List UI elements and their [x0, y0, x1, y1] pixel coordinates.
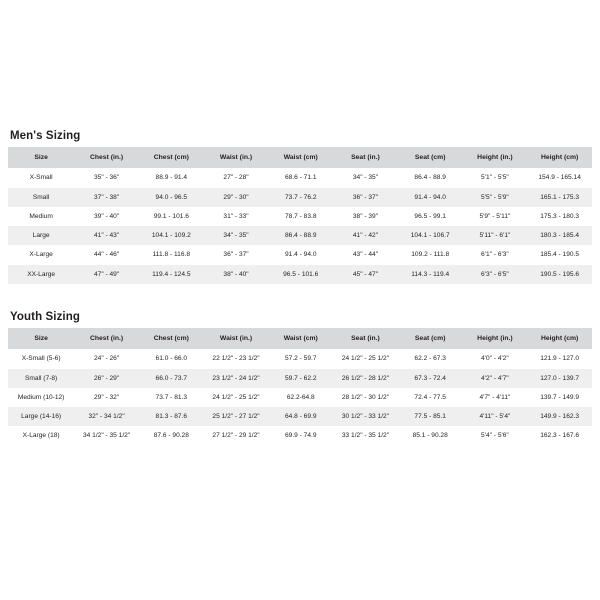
cell-chest-in: 26" - 29" [74, 369, 139, 388]
cell-waist-cm: 69.9 - 74.9 [268, 426, 333, 445]
column-header-waist-cm: Waist (cm) [268, 328, 333, 349]
cell-height-in: 4'11" - 5'4" [463, 407, 528, 426]
cell-waist-cm: 91.4 - 94.0 [268, 245, 333, 264]
cell-waist-in: 29" - 30" [204, 188, 269, 207]
cell-seat-in: 30 1/2" - 33 1/2" [333, 407, 398, 426]
cell-waist-in: 25 1/2" - 27 1/2" [204, 407, 269, 426]
cell-size: X-Large [8, 245, 74, 264]
mens-sizing-table [8, 147, 592, 284]
cell-waist-in: 27" - 28" [204, 168, 269, 187]
table-row [8, 245, 592, 264]
table-row [8, 349, 592, 368]
column-header-seat-cm: Seat (cm) [398, 328, 463, 349]
table-row [8, 407, 592, 426]
cell-size: XX-Large [8, 265, 74, 284]
table-row [8, 168, 592, 187]
youth-sizing-title: Youth Sizing [10, 311, 80, 323]
cell-chest-cm: 94.0 - 96.5 [139, 188, 204, 207]
column-header-height-cm: Height (cm) [527, 147, 592, 168]
cell-chest-in: 47" - 49" [74, 265, 139, 284]
cell-height-in: 5'4" - 5'6" [463, 426, 528, 445]
cell-chest-in: 24" - 26" [74, 349, 139, 368]
column-header-waist-cm: Waist (cm) [268, 147, 333, 168]
cell-chest-cm: 104.1 - 109.2 [139, 226, 204, 245]
cell-seat-in: 33 1/2" - 35 1/2" [333, 426, 398, 445]
table-row [8, 188, 592, 207]
youth-sizing-section [8, 311, 592, 446]
cell-seat-cm: 104.1 - 106.7 [398, 226, 463, 245]
cell-waist-cm: 64.8 - 69.9 [268, 407, 333, 426]
cell-waist-in: 34" - 35" [204, 226, 269, 245]
cell-seat-in: 36" - 37" [333, 188, 398, 207]
cell-waist-cm: 86.4 - 88.9 [268, 226, 333, 245]
column-header-size: Size [8, 328, 74, 349]
cell-waist-in: 24 1/2" - 25 1/2" [204, 388, 269, 407]
cell-chest-cm: 87.6 - 90.28 [139, 426, 204, 445]
table-row [8, 426, 592, 445]
cell-height-cm: 162.3 - 167.6 [527, 426, 592, 445]
table-row [8, 388, 592, 407]
cell-chest-cm: 111.8 - 116.8 [139, 245, 204, 264]
column-header-chest-cm: Chest (cm) [139, 147, 204, 168]
cell-height-cm: 139.7 - 149.9 [527, 388, 592, 407]
cell-chest-in: 41" - 43" [74, 226, 139, 245]
cell-chest-in: 34 1/2" - 35 1/2" [74, 426, 139, 445]
cell-waist-cm: 57.2 - 59.7 [268, 349, 333, 368]
cell-height-cm: 121.9 - 127.0 [527, 349, 592, 368]
cell-size: Small [8, 188, 74, 207]
cell-seat-cm: 72.4 - 77.5 [398, 388, 463, 407]
cell-height-in: 4'0" - 4'2" [463, 349, 528, 368]
mens-table-head [8, 147, 592, 168]
cell-height-in: 5'1" - 5'5" [463, 168, 528, 187]
cell-seat-cm: 96.5 - 99.1 [398, 207, 463, 226]
cell-seat-in: 38" - 39" [333, 207, 398, 226]
cell-waist-cm: 78.7 - 83.8 [268, 207, 333, 226]
cell-size: X-Small (5-6) [8, 349, 74, 368]
cell-chest-cm: 119.4 - 124.5 [139, 265, 204, 284]
cell-chest-in: 35" - 36" [74, 168, 139, 187]
column-header-chest-cm: Chest (cm) [139, 328, 204, 349]
cell-height-cm: 154.9 - 165.14 [527, 168, 592, 187]
cell-height-cm: 185.4 - 190.5 [527, 245, 592, 264]
cell-waist-cm: 68.6 - 71.1 [268, 168, 333, 187]
cell-chest-in: 37" - 38" [74, 188, 139, 207]
youth-table-body [8, 349, 592, 445]
mens-sizing-section [8, 130, 592, 284]
cell-waist-in: 38" - 40" [204, 265, 269, 284]
cell-chest-in: 29" - 32" [74, 388, 139, 407]
cell-seat-cm: 91.4 - 94.0 [398, 188, 463, 207]
cell-seat-cm: 86.4 - 88.9 [398, 168, 463, 187]
cell-size: Medium [8, 207, 74, 226]
cell-height-cm: 149.9 - 162.3 [527, 407, 592, 426]
cell-size: Large [8, 226, 74, 245]
cell-waist-cm: 96.5 - 101.6 [268, 265, 333, 284]
column-header-seat-in: Seat (in.) [333, 147, 398, 168]
cell-height-cm: 127.0 - 139.7 [527, 369, 592, 388]
cell-height-in: 6'1" - 6'3" [463, 245, 528, 264]
cell-seat-cm: 114.3 - 119.4 [398, 265, 463, 284]
cell-seat-cm: 85.1 - 90.28 [398, 426, 463, 445]
table-row [8, 265, 592, 284]
mens-table-body [8, 168, 592, 284]
mens-sizing-title: Men's Sizing [10, 130, 81, 142]
cell-seat-in: 26 1/2" - 28 1/2" [333, 369, 398, 388]
cell-waist-in: 22 1/2" - 23 1/2" [204, 349, 269, 368]
cell-size: Medium (10-12) [8, 388, 74, 407]
column-header-waist-in: Waist (in.) [204, 147, 269, 168]
column-header-height-cm: Height (cm) [527, 328, 592, 349]
cell-seat-in: 45" - 47" [333, 265, 398, 284]
cell-chest-cm: 73.7 - 81.3 [139, 388, 204, 407]
cell-height-in: 4'7" - 4'11" [463, 388, 528, 407]
youth-table-head [8, 328, 592, 349]
table-header-row [8, 328, 592, 349]
cell-size: X-Small [8, 168, 74, 187]
cell-waist-cm: 73.7 - 76.2 [268, 188, 333, 207]
cell-waist-in: 23 1/2" - 24 1/2" [204, 369, 269, 388]
cell-seat-in: 41" - 42" [333, 226, 398, 245]
cell-seat-cm: 67.3 - 72.4 [398, 369, 463, 388]
table-header-row [8, 147, 592, 168]
column-header-chest-in: Chest (in.) [74, 328, 139, 349]
cell-chest-in: 44" - 46" [74, 245, 139, 264]
cell-seat-in: 24 1/2" - 25 1/2" [333, 349, 398, 368]
cell-height-cm: 165.1 - 175.3 [527, 188, 592, 207]
cell-chest-cm: 88.9 - 91.4 [139, 168, 204, 187]
cell-chest-cm: 61.0 - 66.0 [139, 349, 204, 368]
column-header-chest-in: Chest (in.) [74, 147, 139, 168]
cell-seat-cm: 109.2 - 111.8 [398, 245, 463, 264]
cell-seat-in: 28 1/2" - 30 1/2" [333, 388, 398, 407]
cell-waist-in: 36" - 37" [204, 245, 269, 264]
cell-height-in: 5'5" - 5'9" [463, 188, 528, 207]
cell-height-in: 4'2" - 4'7" [463, 369, 528, 388]
column-header-size: Size [8, 147, 74, 168]
cell-size: Small (7-8) [8, 369, 74, 388]
table-row [8, 226, 592, 245]
cell-chest-cm: 81.3 - 87.6 [139, 407, 204, 426]
table-row [8, 369, 592, 388]
cell-height-cm: 190.5 - 195.6 [527, 265, 592, 284]
cell-size: Large (14-16) [8, 407, 74, 426]
cell-chest-in: 32" - 34 1/2" [74, 407, 139, 426]
table-row [8, 207, 592, 226]
cell-seat-in: 34" - 35" [333, 168, 398, 187]
cell-seat-in: 43" - 44" [333, 245, 398, 264]
cell-waist-in: 27 1/2" - 29 1/2" [204, 426, 269, 445]
cell-height-cm: 180.3 - 185.4 [527, 226, 592, 245]
column-header-height-in: Height (in.) [463, 328, 528, 349]
cell-height-cm: 175.3 - 180.3 [527, 207, 592, 226]
cell-waist-in: 31" - 33" [204, 207, 269, 226]
cell-waist-cm: 59.7 - 62.2 [268, 369, 333, 388]
cell-height-in: 6'3" - 6'5" [463, 265, 528, 284]
cell-size: X-Large (18) [8, 426, 74, 445]
cell-chest-in: 39" - 40" [74, 207, 139, 226]
column-header-seat-cm: Seat (cm) [398, 147, 463, 168]
cell-height-in: 5'9" - 5'11" [463, 207, 528, 226]
column-header-seat-in: Seat (in.) [333, 328, 398, 349]
column-header-waist-in: Waist (in.) [204, 328, 269, 349]
cell-seat-cm: 77.5 - 85.1 [398, 407, 463, 426]
cell-chest-cm: 99.1 - 101.6 [139, 207, 204, 226]
cell-height-in: 5'11" - 6'1" [463, 226, 528, 245]
youth-sizing-table [8, 328, 592, 446]
column-header-height-in: Height (in.) [463, 147, 528, 168]
cell-waist-cm: 62.2-64.8 [268, 388, 333, 407]
cell-seat-cm: 62.2 - 67.3 [398, 349, 463, 368]
cell-chest-cm: 66.0 - 73.7 [139, 369, 204, 388]
